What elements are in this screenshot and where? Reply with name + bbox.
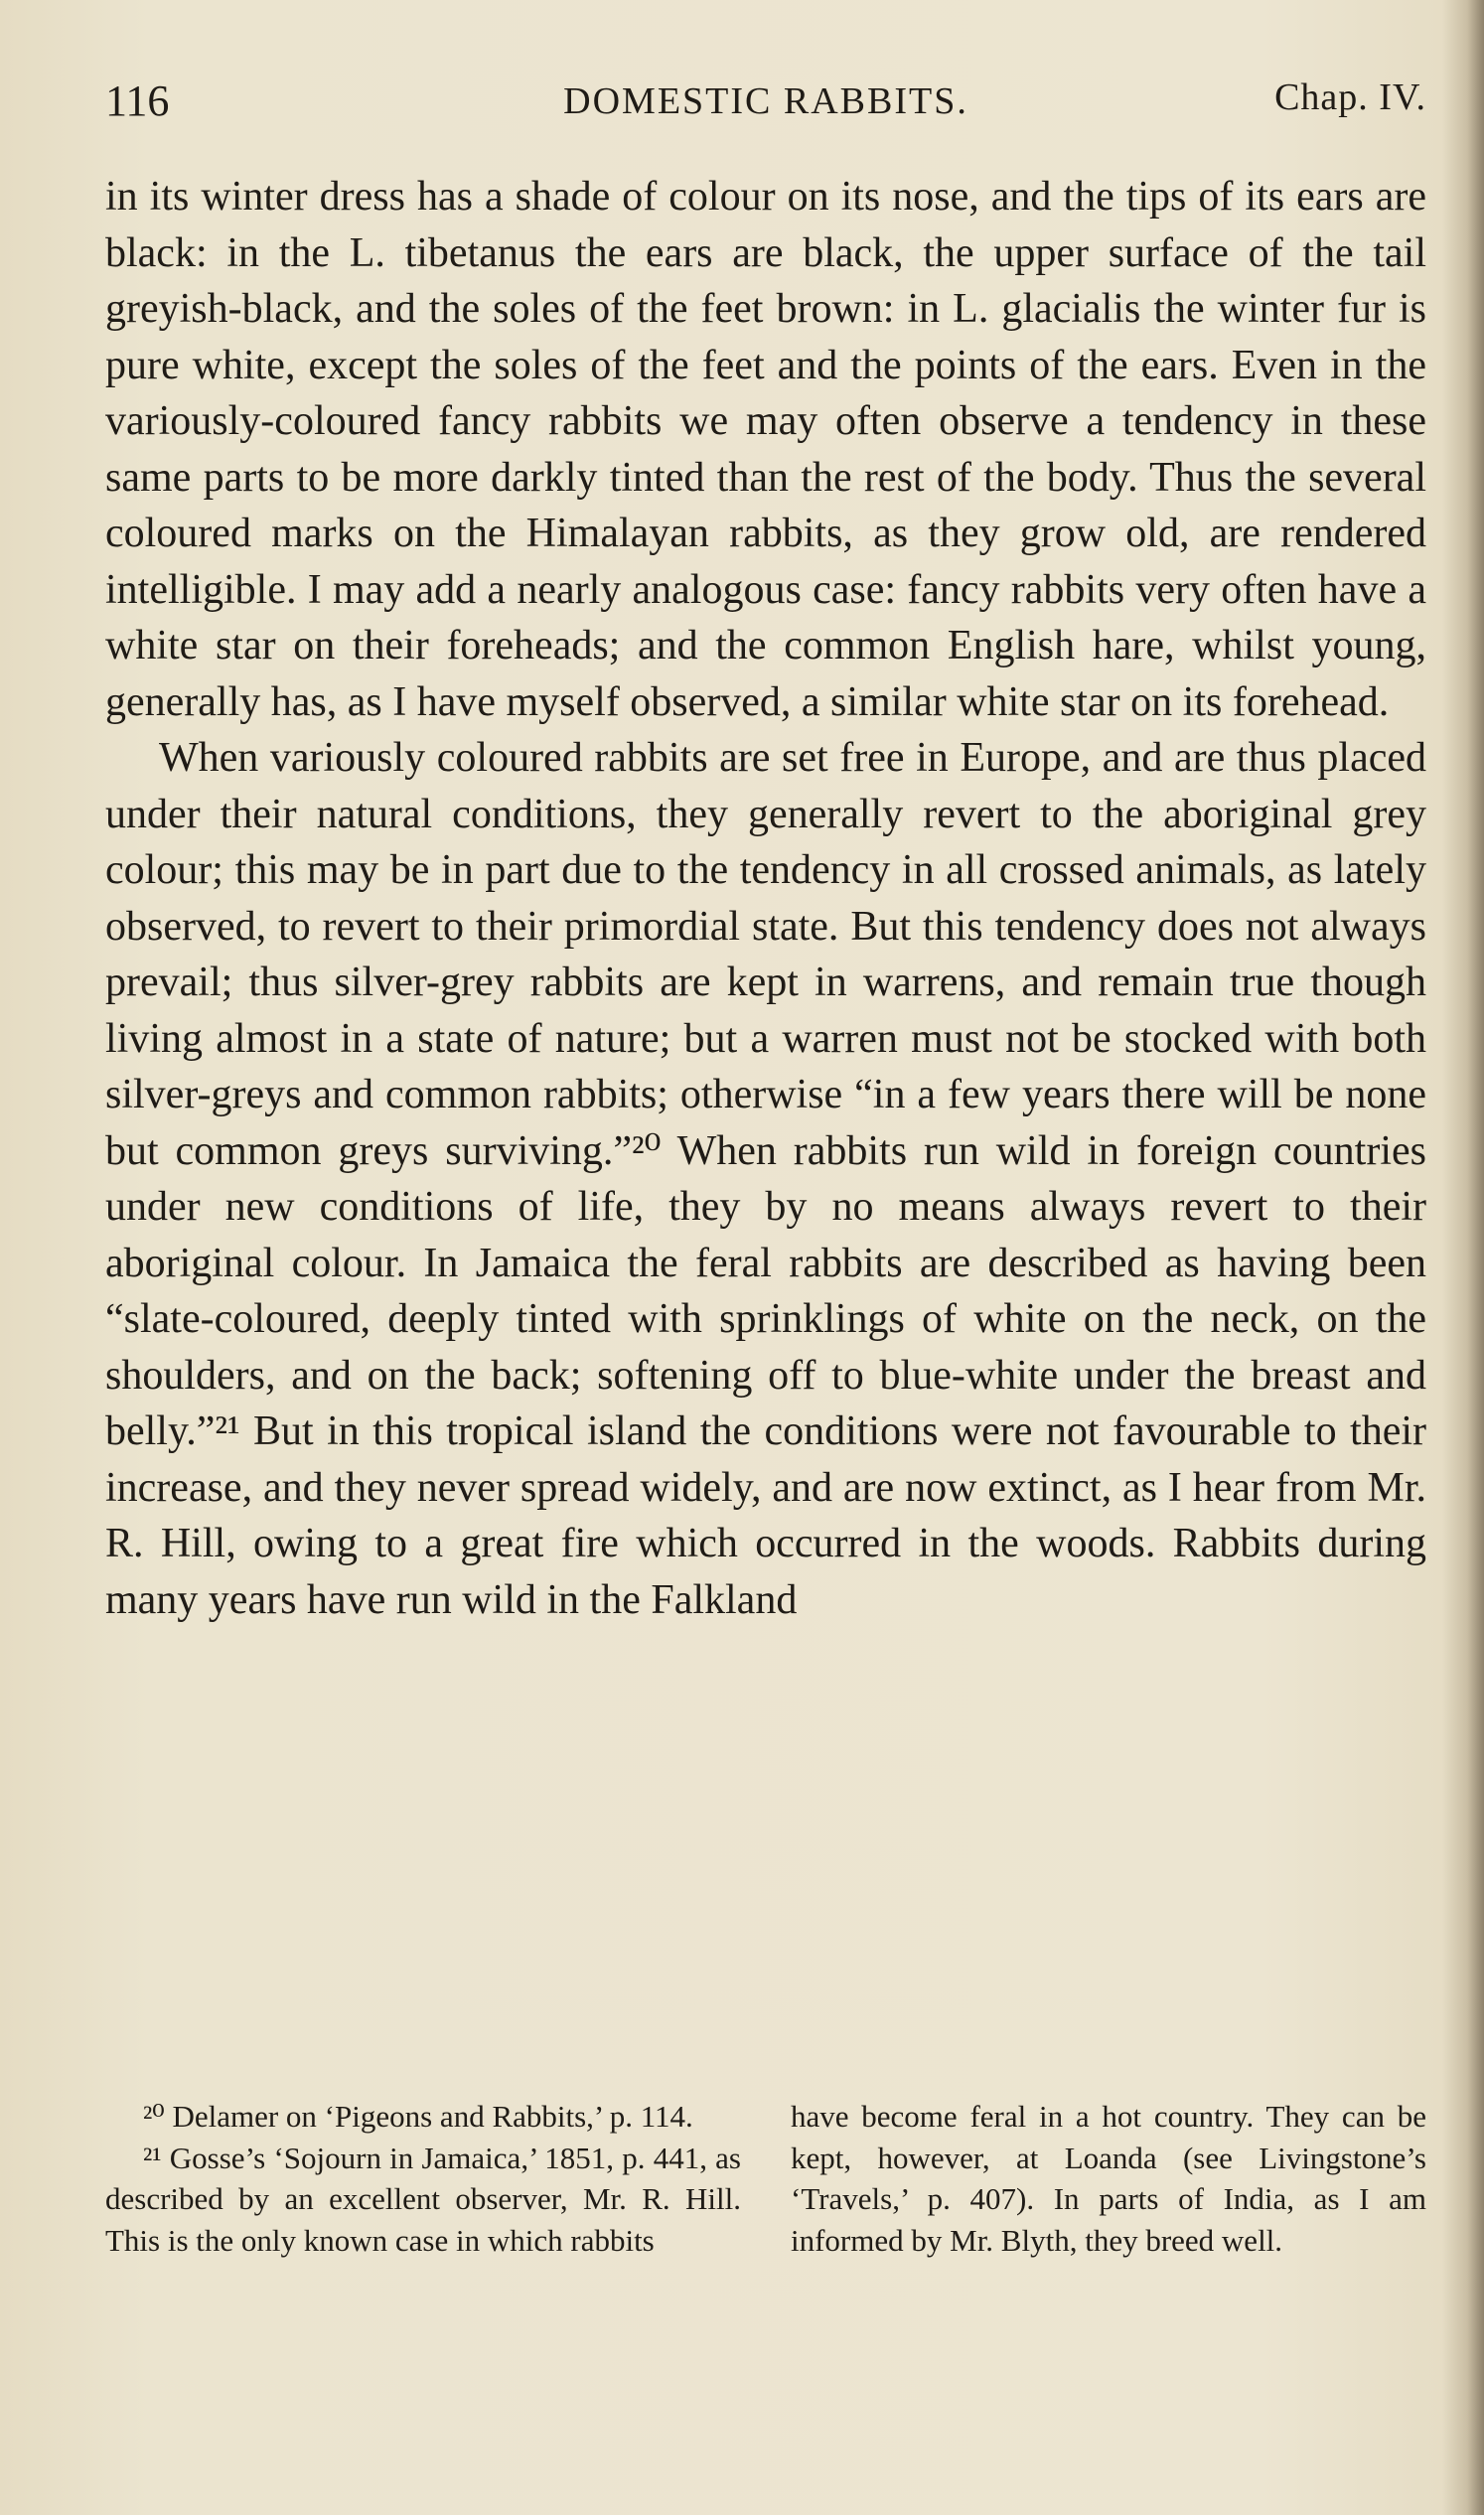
footnote-21: ²¹ Gosse’s ‘Sojourn in Jamaica,’ 1851, p. 441, as described by an excellent observer, Mr. R. Hill. This is the only known case in which rabbits [105,2140,741,2258]
footnotes-right-column [791,2096,1426,2261]
page-number: 116 [105,76,170,125]
footnote-21-continued: have become feral in a hot country. They can be kept, however, at Loanda (see Livingstone’s ‘Travels,’ p. 407). In parts of India, as I am informed by Mr. Blyth, they breed well. [791,2099,1426,2258]
running-title: DOMESTIC RABBITS. [563,80,968,122]
footnotes [105,2096,1426,2261]
footnote-20: ²⁰ Delamer on ‘Pigeons and Rabbits,’ p. 114. [143,2099,693,2134]
running-head [105,75,1426,145]
chapter-label: Chap. IV. [1274,76,1426,118]
main-text [105,169,1426,1628]
paragraph-2: When variously coloured rabbits are set free in Europe, and are thus placed under their natural conditions, they generally revert to the aboriginal grey colour; this may be in part due to the tendency in all crossed animals, as lately observed, to revert to their primordial state. But this tendency does not always prevail; thus silver-grey rabbits are kept in warrens, and remain true though living almost in a state of nature; but a warren must not be stocked with both silver-greys and common rabbits; otherwise “in a few years there will be none but common greys surviving.”²⁰ When rabbits run wild in foreign countries under new conditions of life, they by no means always revert to their aboriginal colour. In Jamaica the feral rabbits are described as having been “slate-coloured, deeply tinted with sprinklings of white on the neck, on the shoulders, and on the back; softening off to blue-white under the breast and belly.”²¹ But in this tropical island the conditions were not favourable to their increase, and they never spread widely, and are now extinct, as I hear from Mr. R. Hill, owing to a great fire which occurred in the woods. Rabbits during many years have run wild in the Falkland [105,735,1426,1623]
paragraph-1: in its winter dress has a shade of colour on its nose, and the tips of its ears are black: in the L. tibetanus the ears are black, the upper surface of the tail greyish-black, and the soles of the feet brown: in L. glacialis the winter fur is pure white, except the soles of the feet and the points of the ears. Even in the variously-coloured fancy rabbits we may often observe a tendency in these same parts to be more darkly tinted than the rest of the body. Thus the several coloured marks on the Himalayan rabbits, as they grow old, are rendered intelligible. I may add a nearly analogous case: fancy rabbits very often have a white star on their foreheads; and the common English hare, whilst young, generally has, as I have myself observed, a similar white star on its forehead. [105,174,1426,725]
footnotes-left-column [105,2096,741,2261]
